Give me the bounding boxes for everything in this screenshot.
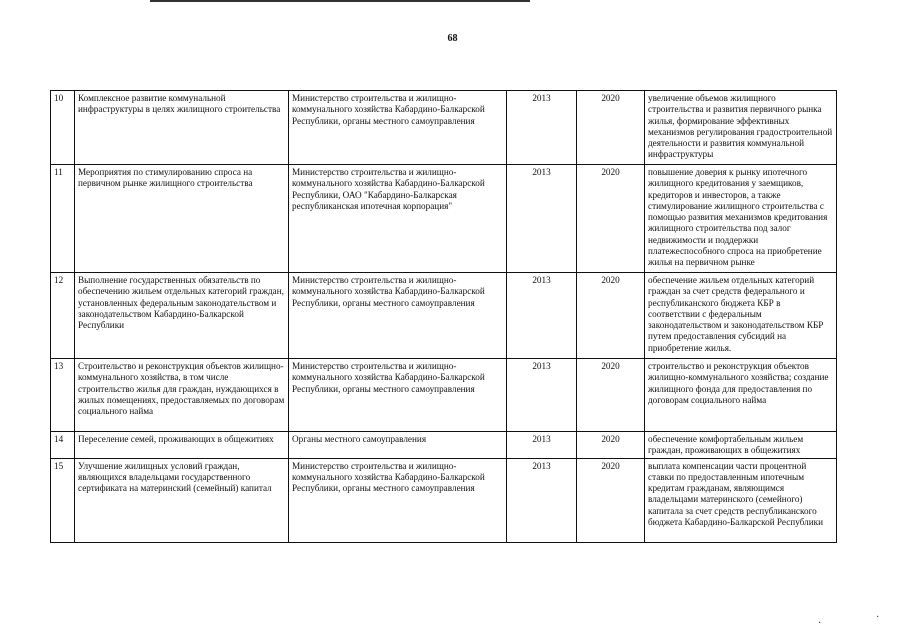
start-year-cell: 2013 (507, 458, 577, 542)
result-cell: обеспечение комфортабельным жильем граждан, проживающих в общежитиях (645, 432, 837, 459)
end-year-cell: 2020 (577, 359, 645, 432)
row-number: 10 (51, 91, 75, 165)
result-cell: увеличение объемов жилищного строительства и развития первичного рынка жилья, формирование эффективных механизмов регулирования градостроительной деятельности и развития коммунальной инфраструктуры (645, 91, 837, 165)
start-year-cell: 2013 (507, 432, 577, 459)
row-number: 15 (51, 458, 75, 542)
table-row (51, 458, 837, 542)
executor-cell: Министерство строительства и жилищно-коммунального хозяйства Кабардино-Балкарской Республики, органы местного самоуправления (289, 91, 507, 165)
result-cell: строительство и реконструкция объектов жилищно-коммунального хозяйства; создание жилищного фонда для предоставления по договорам социального найма (645, 359, 837, 432)
executor-cell: Министерство строительства и жилищно-коммунального хозяйства Кабардино-Балкарской Республики, органы местного самоуправления (289, 458, 507, 542)
program-activities-table (50, 90, 837, 543)
executor-cell: Министерство строительства и жилищно-коммунального хозяйства Кабардино-Балкарской Республики, ОАО "Кабардино-Балкарская республиканская ипотечная корпорация" (289, 165, 507, 273)
end-year-cell: 2020 (577, 432, 645, 459)
activity-cell: Улучшение жилищных условий граждан, являющихся владельцами государственного сертификата на материнский (семейный) капитал (75, 458, 289, 542)
executor-cell: Министерство строительства и жилищно-коммунального хозяйства Кабардино-Балкарской Республики, органы местного самоуправления (289, 359, 507, 432)
start-year-cell: 2013 (507, 165, 577, 273)
start-year-cell: 2013 (507, 273, 577, 359)
start-year-cell: 2013 (507, 359, 577, 432)
scan-speck: · (818, 618, 822, 629)
activity-cell: Комплексное развитие коммунальной инфраструктуры в целях жилищного строительства (75, 91, 289, 165)
table-row (51, 273, 837, 359)
table-row (51, 359, 837, 432)
row-number: 13 (51, 359, 75, 432)
row-number: 12 (51, 273, 75, 359)
table-row (51, 432, 837, 459)
row-number: 11 (51, 165, 75, 273)
top-rule (150, 0, 530, 2)
end-year-cell: 2020 (577, 165, 645, 273)
scan-speck: · (876, 612, 880, 623)
executor-cell: Органы местного самоуправления (289, 432, 507, 459)
table-row (51, 165, 837, 273)
start-year-cell: 2013 (507, 91, 577, 165)
result-cell: выплата компенсации части процентной ставки по предоставленным ипотечным кредитам гражданам, являющимся владельцами материнского (семейного) капитала за счет средств республиканского бюджета Кабардино-Балкарской Республики (645, 458, 837, 542)
result-cell: повышение доверия к рынку ипотечного жилищного кредитования у заемщиков, кредиторов и инвесторов, а также стимулирование жилищного строительства с помощью развития механизмов кредитования жилищного строительства под залог недвижимости и поддержки платежеспособного спроса на приобретение жилья на первичном рынке (645, 165, 837, 273)
page-number: 68 (447, 33, 458, 44)
executor-cell: Министерство строительства и жилищно-коммунального хозяйства Кабардино-Балкарской Республики, органы местного самоуправления (289, 273, 507, 359)
result-cell: обеспечение жильем отдельных категорий граждан за счет средств федерального и республиканского бюджета КБР в соответствии с федеральным законодательством и законодательством КБР путем предоставления субсидий на приобретение жилья. (645, 273, 837, 359)
activity-cell: Выполнение государственных обязательств по обеспечению жильем отдельных категорий граждан, установленных федеральным законодательством и законодательством Кабардино-Балкарской Республики (75, 273, 289, 359)
activity-cell: Строительство и реконструкция объектов жилищно-коммунального хозяйства, в том числе строительство жилья для граждан, нуждающихся в жилых помещениях, предоставляемых по договорам социального найма (75, 359, 289, 432)
row-number: 14 (51, 432, 75, 459)
activity-cell: Переселение семей, проживающих в общежитиях (75, 432, 289, 459)
end-year-cell: 2020 (577, 91, 645, 165)
end-year-cell: 2020 (577, 458, 645, 542)
end-year-cell: 2020 (577, 273, 645, 359)
table-row (51, 91, 837, 165)
activity-cell: Мероприятия по стимулированию спроса на первичном рынке жилищного строительства (75, 165, 289, 273)
